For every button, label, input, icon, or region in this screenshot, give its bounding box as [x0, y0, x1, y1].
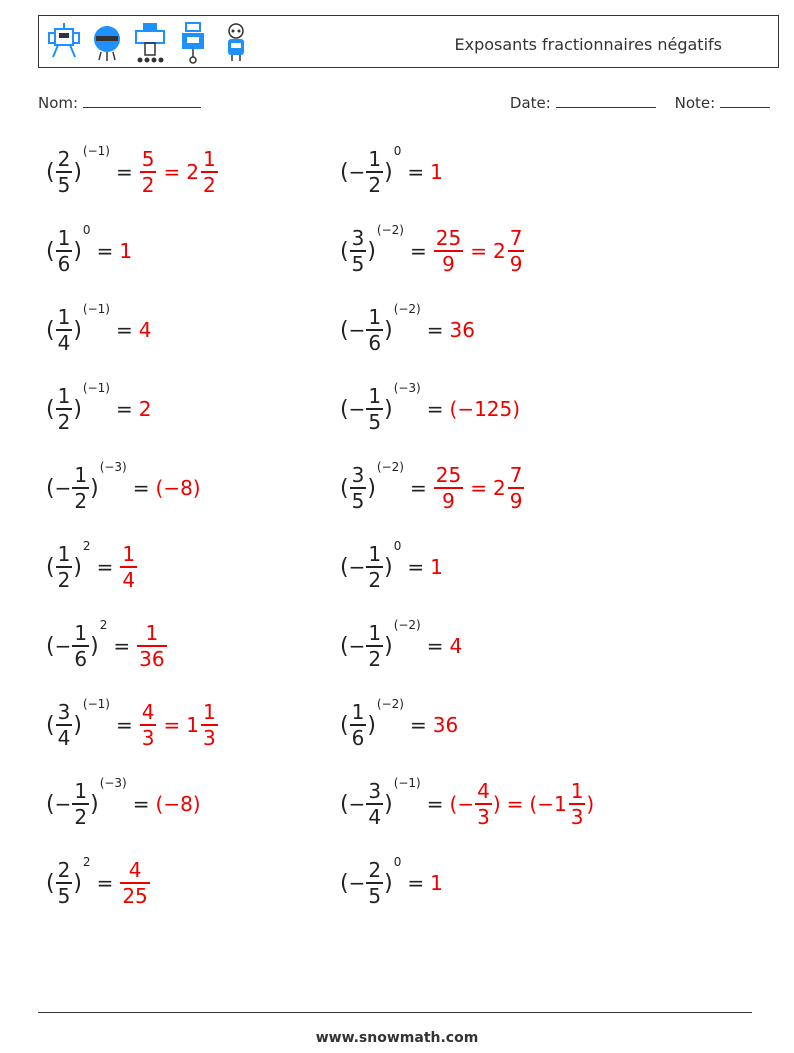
close-paren: )	[384, 791, 393, 817]
denominator: 3	[141, 725, 155, 750]
open-paren: (	[46, 633, 55, 659]
open-paren: (	[340, 870, 349, 896]
open-paren: (	[340, 791, 349, 817]
numerator: 3	[368, 779, 382, 804]
numerator: 5	[141, 147, 155, 172]
minus-sign: −	[54, 476, 72, 500]
numerator: 4	[477, 779, 490, 804]
answer	[119, 239, 132, 263]
numerator: 3	[57, 700, 71, 725]
numerator: 1	[368, 384, 382, 409]
answer-text: 1	[430, 555, 443, 579]
numerator: 1	[368, 305, 382, 330]
base-fraction	[366, 621, 383, 670]
problem	[340, 379, 520, 439]
numerator: 2	[368, 858, 382, 883]
denominator: 9	[509, 488, 523, 513]
exponent: (−1)	[82, 144, 110, 158]
problem	[340, 616, 462, 676]
equals-sign: =	[115, 318, 133, 342]
answer-text: 1	[119, 239, 133, 263]
footer-divider	[38, 1012, 752, 1013]
answer	[119, 542, 138, 591]
answer-fraction	[120, 858, 149, 907]
answer	[430, 160, 443, 184]
open-paren: (	[46, 554, 55, 580]
numerator: 1	[202, 147, 216, 172]
minus-sign: −	[348, 634, 366, 658]
close-paren: )	[73, 317, 82, 343]
equals-sign: =	[409, 476, 427, 500]
denominator: 9	[442, 251, 455, 276]
denominator: 5	[351, 488, 365, 513]
mixed-fraction	[201, 700, 218, 749]
denominator: 3	[477, 804, 490, 829]
denominator: 2	[141, 172, 155, 197]
base-fraction	[56, 384, 73, 433]
denominator: 9	[442, 488, 455, 513]
numerator: 1	[57, 226, 71, 251]
answer-text: (−	[449, 791, 475, 816]
equals-sign: =	[132, 476, 150, 500]
denominator: 4	[122, 567, 136, 592]
close-paren: )	[73, 712, 82, 738]
exponent: (−2)	[393, 618, 421, 632]
open-paren: (	[46, 238, 55, 264]
open-paren: (	[46, 475, 55, 501]
name-label: Nom:	[38, 94, 79, 112]
answer-text: 1	[430, 160, 443, 184]
open-paren: (	[46, 317, 55, 343]
problem	[340, 774, 594, 834]
denominator: 3	[570, 804, 584, 829]
exponent: 2	[99, 618, 108, 632]
exponent: 0	[393, 855, 402, 869]
answer	[156, 792, 201, 816]
answer-text: (−8)	[155, 792, 201, 816]
exponent: (−1)	[82, 697, 110, 711]
numerator: 1	[368, 147, 382, 172]
exponent: (−3)	[99, 776, 127, 790]
open-paren: (	[340, 396, 349, 422]
close-paren: )	[367, 475, 376, 501]
problem	[340, 142, 443, 202]
answer-text: (−8)	[155, 476, 201, 500]
base-fraction	[366, 542, 383, 591]
numerator: 1	[368, 542, 382, 567]
answer	[450, 397, 521, 421]
base-fraction	[72, 463, 89, 512]
numerator: 1	[57, 384, 71, 409]
equals-sign: =	[409, 713, 427, 737]
answer	[119, 858, 150, 907]
problem	[46, 142, 219, 202]
equals-sign: =	[96, 871, 114, 895]
open-paren: (	[46, 870, 55, 896]
numerator: 4	[141, 700, 155, 725]
equals-sign: =	[115, 160, 133, 184]
name-field	[38, 94, 201, 112]
problem	[46, 379, 151, 439]
exponent: (−2)	[393, 302, 421, 316]
open-paren: (	[340, 317, 349, 343]
open-paren: (	[340, 712, 349, 738]
base-fraction	[56, 147, 73, 196]
open-paren: (	[46, 791, 55, 817]
denominator: 2	[368, 567, 382, 592]
close-paren: )	[384, 159, 393, 185]
robot-4-icon	[176, 21, 210, 65]
footer-url: www.snowmath.com	[315, 1030, 479, 1046]
problem	[46, 300, 151, 360]
numerator: 2	[57, 858, 71, 883]
mixed-whole: 1	[186, 712, 199, 737]
answer-text: )	[586, 791, 595, 816]
denominator: 2	[202, 172, 216, 197]
exponent: 2	[82, 539, 91, 553]
close-paren: )	[384, 633, 393, 659]
name-blank[interactable]	[83, 94, 201, 108]
numerator: 1	[57, 305, 71, 330]
denominator: 6	[74, 646, 88, 671]
minus-sign: −	[54, 634, 72, 658]
close-paren: )	[73, 396, 82, 422]
answer	[430, 871, 443, 895]
close-paren: )	[384, 317, 393, 343]
exponent: 0	[393, 144, 402, 158]
denominator: 5	[368, 409, 382, 434]
answer-text: 2	[138, 397, 152, 421]
answer-fraction	[434, 226, 463, 275]
numerator: 1	[202, 700, 216, 725]
denominator: 25	[122, 883, 148, 908]
base-fraction	[366, 305, 383, 354]
minus-sign: −	[348, 792, 366, 816]
equals-sign: =	[426, 792, 444, 816]
denominator: 5	[57, 172, 71, 197]
equals-sign: =	[132, 792, 150, 816]
numerator: 1	[57, 542, 71, 567]
answer-equals: =	[163, 159, 181, 184]
equals-sign: =	[426, 634, 444, 658]
close-paren: )	[73, 238, 82, 264]
denominator: 6	[368, 330, 382, 355]
numerator: 1	[122, 542, 136, 567]
answer	[156, 476, 201, 500]
numerator: 7	[509, 463, 523, 488]
exponent: 0	[393, 539, 402, 553]
problem	[46, 774, 201, 834]
base-fraction	[56, 305, 73, 354]
minus-sign: −	[348, 871, 366, 895]
equals-sign: =	[115, 713, 133, 737]
minus-sign: −	[54, 792, 72, 816]
denominator: 3	[202, 725, 216, 750]
equals-sign: =	[409, 239, 427, 263]
answer-equals: =	[470, 475, 487, 500]
robot-1-icon	[47, 21, 81, 65]
equals-sign: =	[96, 239, 114, 263]
denominator: 2	[368, 172, 382, 197]
numerator: 1	[351, 700, 365, 725]
minus-sign: −	[348, 318, 366, 342]
open-paren: (	[340, 238, 349, 264]
problem	[46, 695, 219, 755]
robot-icons	[47, 21, 253, 65]
numerator: 1	[570, 779, 584, 804]
base-fraction	[72, 621, 89, 670]
minus-sign: −	[348, 160, 366, 184]
worksheet-title: Exposants fractionnaires négatifs	[454, 35, 722, 54]
numerator: 25	[435, 463, 462, 488]
score-label: Note:	[674, 94, 716, 112]
answer-text: 4	[449, 634, 463, 658]
open-paren: (	[340, 475, 349, 501]
equals-sign: =	[426, 397, 444, 421]
score-blank[interactable]	[720, 94, 770, 108]
answer-fraction	[140, 700, 157, 749]
exponent: (−3)	[99, 460, 127, 474]
numerator: 3	[351, 226, 365, 251]
close-paren: )	[90, 633, 99, 659]
mixed-fraction	[201, 147, 218, 196]
denominator: 2	[74, 804, 88, 829]
mixed-fraction	[569, 779, 586, 828]
base-fraction	[56, 700, 73, 749]
open-paren: (	[46, 712, 55, 738]
denominator: 6	[57, 251, 71, 276]
problem	[46, 458, 201, 518]
equals-sign: =	[407, 871, 425, 895]
answer-equals: =	[506, 791, 524, 816]
problem	[340, 537, 443, 597]
denominator: 6	[351, 725, 365, 750]
denominator: 2	[368, 646, 382, 671]
answer-fraction	[140, 147, 157, 196]
close-paren: )	[384, 554, 393, 580]
numerator: 1	[74, 621, 88, 646]
equals-sign: =	[426, 318, 444, 342]
base-fraction	[56, 226, 73, 275]
equals-sign: =	[96, 555, 114, 579]
exponent: (−1)	[82, 302, 110, 316]
answer-fraction	[120, 542, 137, 591]
exponent: (−3)	[393, 381, 421, 395]
answer-equals: =	[470, 238, 487, 263]
answer-fraction	[434, 463, 463, 512]
answer	[139, 397, 152, 421]
base-fraction	[366, 384, 383, 433]
base-fraction	[366, 779, 383, 828]
answer-text: 36	[449, 318, 475, 342]
problem	[340, 695, 458, 755]
numerator: 1	[74, 779, 88, 804]
close-paren: )	[73, 554, 82, 580]
mixed-whole: 2	[492, 238, 506, 263]
robot-2-icon	[90, 21, 124, 65]
close-paren: )	[384, 870, 393, 896]
numerator: 3	[351, 463, 365, 488]
answer	[433, 713, 458, 737]
close-paren: )	[90, 791, 99, 817]
mixed-fraction	[508, 226, 525, 275]
numerator: 7	[509, 226, 523, 251]
numerator: 1	[368, 621, 382, 646]
exponent: (−2)	[376, 460, 404, 474]
open-paren: (	[340, 554, 349, 580]
answer	[136, 621, 167, 670]
date-label: Date:	[509, 94, 551, 112]
answer	[450, 779, 595, 828]
exponent: 0	[82, 223, 91, 237]
denominator: 2	[57, 567, 71, 592]
exponent: (−1)	[82, 381, 110, 395]
base-fraction	[56, 858, 73, 907]
base-fraction	[350, 226, 367, 275]
open-paren: (	[46, 396, 55, 422]
denominator: 2	[74, 488, 88, 513]
answer-text: 36	[432, 713, 459, 737]
open-paren: (	[340, 159, 349, 185]
problem	[46, 221, 132, 281]
answer	[430, 555, 443, 579]
exponent: 2	[82, 855, 91, 869]
mixed-whole: 2	[492, 475, 506, 500]
close-paren: )	[90, 475, 99, 501]
equals-sign: =	[115, 397, 133, 421]
answer	[450, 634, 463, 658]
minus-sign: −	[348, 555, 366, 579]
minus-sign: −	[348, 397, 366, 421]
open-paren: (	[46, 159, 55, 185]
answer	[139, 147, 219, 196]
close-paren: )	[73, 159, 82, 185]
base-fraction	[366, 147, 383, 196]
worksheet-header	[38, 15, 779, 68]
denominator: 5	[368, 883, 382, 908]
exponent: (−1)	[393, 776, 421, 790]
problem	[340, 458, 525, 518]
denominator: 4	[57, 725, 71, 750]
answer-text: )	[492, 791, 501, 816]
denominator: 4	[57, 330, 71, 355]
numerator: 2	[57, 147, 71, 172]
answer-equals: =	[163, 712, 181, 737]
denominator: 2	[57, 409, 71, 434]
close-paren: )	[73, 870, 82, 896]
mixed-whole: 1	[553, 791, 567, 816]
answer-text: (−125)	[449, 397, 521, 421]
denominator: 36	[139, 646, 165, 671]
denominator: 5	[57, 883, 71, 908]
numerator: 25	[435, 226, 462, 251]
answer	[139, 318, 152, 342]
numerator: 4	[128, 858, 142, 883]
robot-3-icon	[133, 21, 167, 65]
answer-text: (−	[529, 791, 554, 816]
denominator: 9	[509, 251, 523, 276]
base-fraction	[72, 779, 89, 828]
equals-sign: =	[113, 634, 131, 658]
problem	[340, 300, 475, 360]
problem	[46, 853, 151, 913]
answer	[139, 700, 219, 749]
problem	[46, 616, 168, 676]
open-paren: (	[340, 633, 349, 659]
close-paren: )	[384, 396, 393, 422]
exponent: (−2)	[376, 697, 404, 711]
date-blank[interactable]	[556, 94, 656, 108]
base-fraction	[350, 700, 367, 749]
equals-sign: =	[407, 160, 425, 184]
answer-fraction	[475, 779, 492, 828]
base-fraction	[350, 463, 367, 512]
mixed-whole: 2	[186, 159, 199, 184]
answer	[450, 318, 475, 342]
close-paren: )	[367, 238, 376, 264]
date-score-fields	[510, 94, 770, 112]
equals-sign: =	[407, 555, 425, 579]
denominator: 4	[368, 804, 382, 829]
answer	[433, 463, 526, 512]
mixed-fraction	[508, 463, 525, 512]
answer	[433, 226, 526, 275]
base-fraction	[56, 542, 73, 591]
denominator: 5	[351, 251, 365, 276]
close-paren: )	[367, 712, 376, 738]
problem	[46, 537, 138, 597]
base-fraction	[366, 858, 383, 907]
answer-fraction	[137, 621, 166, 670]
numerator: 1	[74, 463, 88, 488]
numerator: 1	[145, 621, 159, 646]
robot-5-icon	[219, 21, 253, 65]
exponent: (−2)	[376, 223, 404, 237]
answer-text: 1	[430, 871, 443, 895]
answer-text: 4	[138, 318, 152, 342]
problem	[340, 853, 443, 913]
problem	[340, 221, 525, 281]
